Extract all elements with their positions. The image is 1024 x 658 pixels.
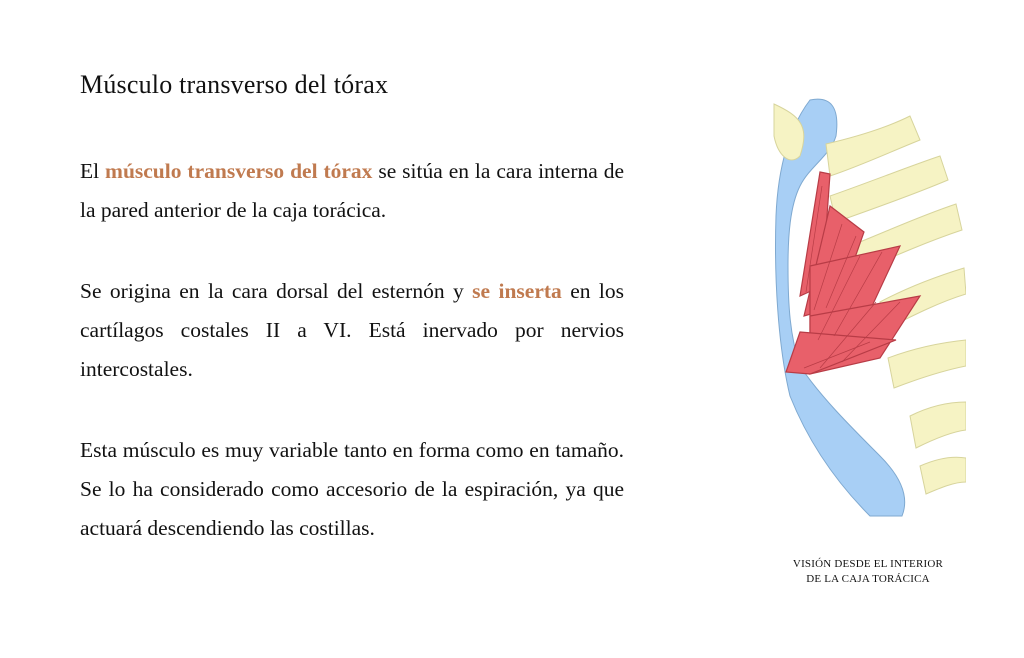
paragraph-text: se sitúa en la cara interna de la pared anterior de la caja torácica.	[80, 159, 624, 222]
thorax-illustration	[770, 96, 966, 520]
page-title: Músculo transverso del tórax	[80, 70, 389, 99]
caption-line: DE LA CAJA TORÁCICA	[806, 573, 930, 585]
rib	[888, 340, 966, 388]
rib	[910, 402, 966, 448]
rib	[920, 457, 966, 494]
figure-caption	[770, 557, 966, 587]
paragraph-variability: Esta músculo es muy variable tanto en forma como en tamaño. Se lo ha considerado como accesorio de la espiración, ya que actuará descendiendo las costillas.	[80, 438, 624, 540]
paragraph-text: en los cartílagos costales II a VI. Está inervado por nervios intercostales.	[80, 279, 625, 381]
paragraph-location	[80, 152, 624, 230]
caption-line: VISIÓN DESDE EL INTERIOR	[792, 558, 944, 570]
highlight-insertion: se inserta	[472, 279, 562, 303]
rib	[826, 116, 920, 176]
highlight-muscle-name: músculo transverso del tórax	[105, 159, 373, 183]
paragraph-text: Se origina en la cara dorsal del esternón y	[80, 279, 473, 303]
text-body	[80, 152, 624, 590]
paragraph-text: El	[80, 159, 106, 183]
rib	[774, 104, 804, 160]
paragraph-origin-insertion	[80, 272, 624, 389]
